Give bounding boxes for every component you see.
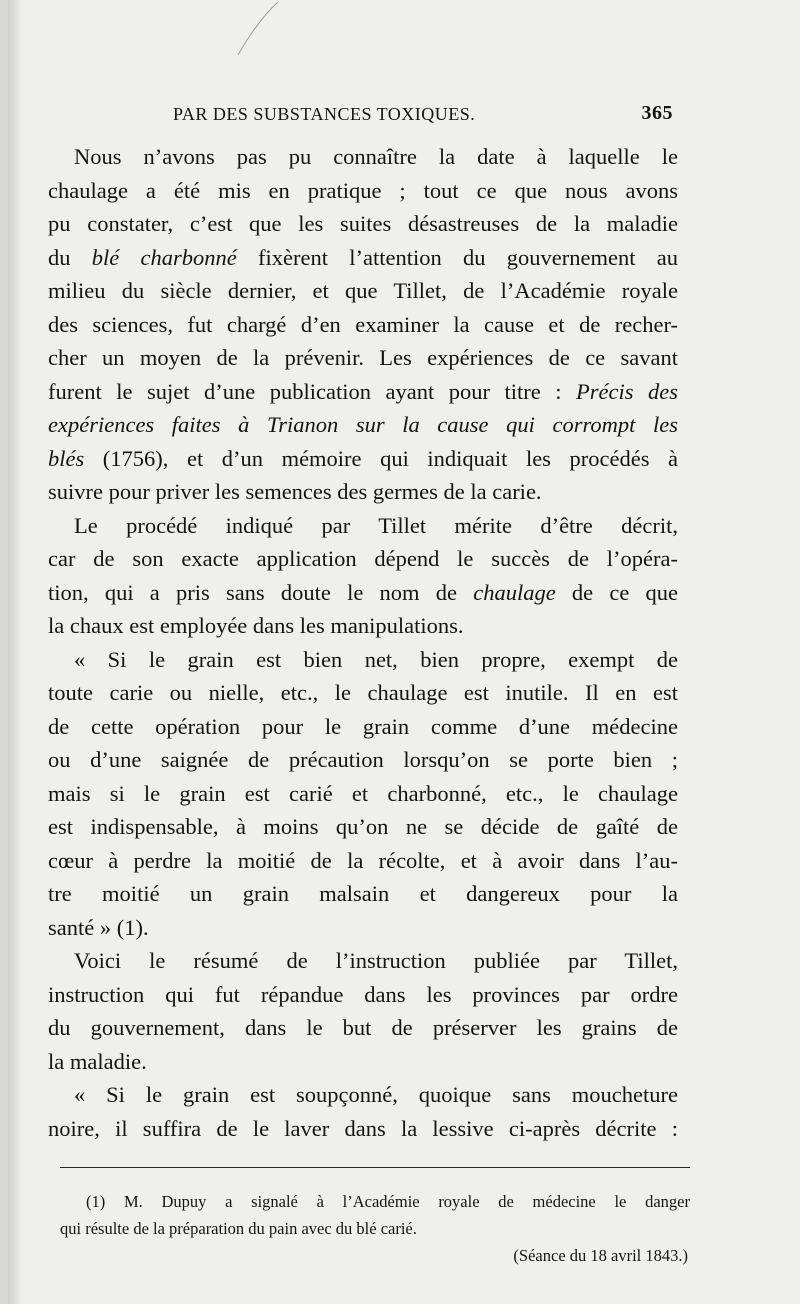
italic-title: expériences faites à Trianon sur la cause qui corrompt les <box>48 412 678 437</box>
text-line: cher un moyen de la prévenir. Les expériences de ce savant <box>48 345 678 370</box>
body-text <box>48 140 678 1145</box>
paragraph-5 <box>48 1078 678 1145</box>
text-line: de cette opération pour le grain comme d’une médecine <box>48 713 678 739</box>
text-line: du blé charbonné fixèrent l’attention du gouvernement au <box>48 244 679 270</box>
text-line: Voici le résumé de l’instruction publiée par Tillet, <box>74 948 678 973</box>
text-line: furent le sujet d’une publication ayant pour titre : Précis des <box>48 378 678 404</box>
text-line: Nous n’avons pas pu connaître la date à laquelle le <box>74 144 678 169</box>
text-line: toute carie ou nielle, etc., le chaulage est inutile. Il en est <box>48 680 678 705</box>
text-line: car de son exacte application dépend le succès de l’opéra- <box>48 546 678 571</box>
text-line: noire, il suffira de le laver dans la lessive ci-après décrite : <box>48 1115 678 1141</box>
running-title: PAR DES SUBSTANCES TOXIQUES. <box>173 104 476 124</box>
text-line: blés (1756), et d’un mémoire qui indiquait les procédés à <box>48 445 678 471</box>
text-line: milieu du siècle dernier, et que Tillet, de l’Académie royale <box>48 278 678 303</box>
page-header <box>173 100 673 130</box>
text-line: la maladie. <box>48 1048 147 1074</box>
page-number: 365 <box>641 102 673 124</box>
text-line: tre moitié un grain malsain et dangereux pour la <box>48 881 678 906</box>
text-line: ou d’une saignée de précaution lorsqu’on se porte bien ; <box>48 747 678 772</box>
text-line: du gouvernement, dans le but de préserver les grains de <box>48 1015 678 1040</box>
pencil-mark <box>208 0 288 60</box>
book-page <box>8 0 800 1304</box>
italic-title: Précis des <box>576 378 678 404</box>
text-line: suivre pour priver les semences des germes de la carie. <box>48 479 542 504</box>
paragraph-3 <box>48 643 678 945</box>
text-line: est indispensable, à moins qu’on ne se décide de gaîté de <box>48 814 678 839</box>
italic-term: blé charbonné <box>91 244 237 270</box>
italic-title: blés <box>48 445 85 471</box>
text-line: la chaux est employée dans les manipulations. <box>48 613 464 638</box>
text-line: des sciences, fut chargé d’en examiner la cause et de recher- <box>48 311 678 337</box>
footnote-rule <box>60 1167 690 1168</box>
text-line: cœur à perdre la moitié de la récolte, et à avoir dans l’au- <box>48 847 678 873</box>
text-line: pu constater, c’est que les suites désastreuses de la maladie <box>48 211 678 236</box>
paragraph-1 <box>48 140 678 509</box>
paragraph-2 <box>48 509 678 643</box>
text-line: Le procédé indiqué par Tillet mérite d’être décrit, <box>74 512 678 538</box>
text-line: santé » (1). <box>48 914 149 940</box>
text-line: « Si le grain est bien net, bien propre, exempt de <box>74 646 678 672</box>
text-line: instruction qui fut répandue dans les provinces par ordre <box>48 981 678 1007</box>
text-line <box>48 408 678 442</box>
text-line: tion, qui a pris sans doute le nom de chaulage de ce que <box>48 579 679 605</box>
text-line: mais si le grain est carié et charbonné, etc., le chaulage <box>48 780 678 806</box>
paragraph-4 <box>48 944 678 1078</box>
footnote-reference: (Séance du 18 avril 1843.) <box>513 1246 688 1265</box>
footnote-line: (1) M. Dupuy a signalé à l’Académie royale de médecine le danger <box>86 1192 690 1211</box>
footnote <box>60 1188 690 1269</box>
italic-term: chaulage <box>473 579 556 605</box>
text-line: chaulage a été mis en pratique ; tout ce que nous avons <box>48 177 678 203</box>
footnote-line: qui résulte de la préparation du pain avec du blé carié. <box>60 1219 417 1238</box>
text-line: « Si le grain est soupçonné, quoique sans moucheture <box>74 1082 678 1107</box>
